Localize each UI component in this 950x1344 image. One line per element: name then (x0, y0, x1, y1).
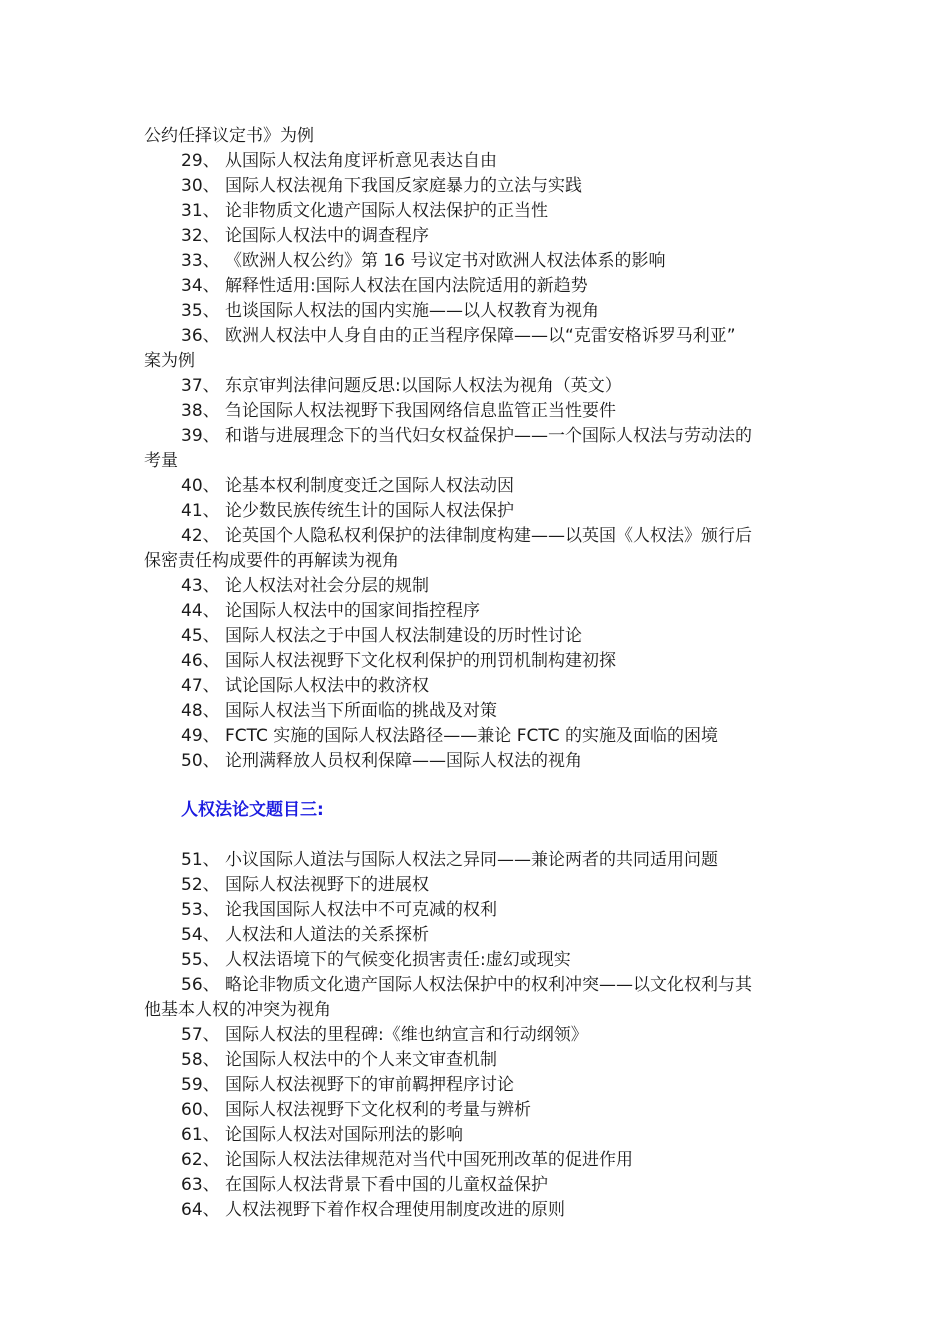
list-item (144, 1048, 814, 1073)
item-number: 59、 (181, 1075, 220, 1095)
list-item (144, 174, 814, 199)
list-item (144, 474, 814, 499)
list-item (144, 948, 814, 973)
item-number: 49、 (181, 726, 220, 746)
list-item (144, 1173, 814, 1198)
item-number: 43、 (181, 576, 220, 596)
list-item (144, 699, 814, 724)
list-item (144, 724, 814, 749)
item-title: FCTC 实施的国际人权法路径——兼论 FCTC 的实施及面临的困境 (225, 726, 719, 746)
item-number: 51、 (181, 850, 220, 870)
list-item (144, 199, 814, 224)
item-number: 40、 (181, 476, 220, 496)
list-item (144, 624, 814, 649)
list-item (144, 873, 814, 898)
list-item (144, 324, 814, 349)
item-title: 国际人权法的里程碑:《维也纳宣言和行动纲领》 (225, 1025, 588, 1045)
item-number: 36、 (181, 326, 220, 346)
item-title: 在国际人权法背景下看中国的儿童权益保护 (225, 1175, 548, 1195)
item-title: 从国际人权法角度评析意见表达自由 (225, 151, 497, 171)
item-title: 国际人权法当下所面临的挑战及对策 (225, 701, 497, 721)
item-title: 论我国国际人权法中不可克减的权利 (225, 900, 497, 920)
item-title-continuation: 考量 (144, 451, 178, 471)
item-title: 试论国际人权法中的救济权 (225, 676, 429, 696)
item-number: 58、 (181, 1050, 220, 1070)
item-title: 东京审判法律问题反思:以国际人权法为视角（英文） (225, 376, 622, 396)
item-title-continuation: 他基本人权的冲突为视角 (144, 1000, 331, 1020)
list-item (144, 973, 814, 998)
list-item (144, 649, 814, 674)
item-number: 33、 (181, 251, 220, 271)
item-number: 42、 (181, 526, 220, 546)
item-title: 论国际人权法中的国家间指控程序 (225, 601, 480, 621)
item-title: 解释性适用:国际人权法在国内法院适用的新趋势 (225, 276, 588, 296)
item-number: 45、 (181, 626, 220, 646)
list-item (144, 249, 814, 274)
item-number: 50、 (181, 751, 220, 771)
item-number: 34、 (181, 276, 220, 296)
item-title: 国际人权法之于中国人权法制建设的历时性讨论 (225, 626, 582, 646)
item-title-continuation: 保密责任构成要件的再解读为视角 (144, 551, 399, 571)
item-number: 53、 (181, 900, 220, 920)
item-title-continuation: 案为例 (144, 351, 195, 371)
item-title: 欧洲人权法中人身自由的正当程序保障——以“克雷安格诉罗马利亚” (225, 326, 736, 346)
item-title: 国际人权法视角下我国反家庭暴力的立法与实践 (225, 176, 582, 196)
list-item (144, 599, 814, 624)
section-heading: 人权法论文题目三: (181, 800, 324, 820)
item-title: 论英国个人隐私权利保护的法律制度构建——以英国《人权法》颁行后 (225, 526, 752, 546)
item-title: 论非物质文化遗产国际人权法保护的正当性 (225, 201, 548, 221)
list-item (144, 1198, 814, 1223)
list-item (144, 299, 814, 324)
item-number: 52、 (181, 875, 220, 895)
item-number: 55、 (181, 950, 220, 970)
item-title: 论人权法对社会分层的规制 (225, 576, 429, 596)
list-item (144, 499, 814, 524)
list-item (144, 923, 814, 948)
item-title: 国际人权法视野下文化权利保护的刑罚机制构建初探 (225, 651, 616, 671)
list-item (144, 848, 814, 873)
item-title: 人权法语境下的气候变化损害责任:虚幻或现实 (225, 950, 571, 970)
list-item (144, 374, 814, 399)
item-title: 论国际人权法中的调查程序 (225, 226, 429, 246)
item-number: 56、 (181, 975, 220, 995)
item-number: 61、 (181, 1125, 220, 1145)
item-number: 54、 (181, 925, 220, 945)
list-item (144, 674, 814, 699)
item-title: 小议国际人道法与国际人权法之异同——兼论两者的共同适用问题 (225, 850, 718, 870)
item-number: 48、 (181, 701, 220, 721)
item-number: 46、 (181, 651, 220, 671)
item-number: 30、 (181, 176, 220, 196)
list-item (144, 1123, 814, 1148)
item-number: 44、 (181, 601, 220, 621)
item-number: 47、 (181, 676, 220, 696)
item-title: 论刑满释放人员权利保障——国际人权法的视角 (225, 751, 582, 771)
list-item (144, 1073, 814, 1098)
item-number: 29、 (181, 151, 220, 171)
item-title: 论少数民族传统生计的国际人权法保护 (225, 501, 514, 521)
item-title: 论国际人权法法律规范对当代中国死刑改革的促进作用 (225, 1150, 633, 1170)
list-item (144, 749, 814, 774)
item-number: 37、 (181, 376, 220, 396)
item-title: 国际人权法视野下的进展权 (225, 875, 429, 895)
item-title: 《欧洲人权公约》第 16 号议定书对欧洲人权法体系的影响 (225, 251, 666, 271)
item-title: 论国际人权法对国际刑法的影响 (225, 1125, 463, 1145)
item-number: 35、 (181, 301, 220, 321)
item-number: 31、 (181, 201, 220, 221)
item-number: 32、 (181, 226, 220, 246)
item-title: 人权法和人道法的关系探析 (225, 925, 429, 945)
list-item (144, 424, 814, 449)
item-title: 也谈国际人权法的国内实施——以人权教育为视角 (225, 301, 599, 321)
list-item (144, 574, 814, 599)
list-item (144, 1098, 814, 1123)
list-item (144, 524, 814, 549)
item-title: 略论非物质文化遗产国际人权法保护中的权利冲突——以文化权利与其 (225, 975, 752, 995)
item-title: 刍论国际人权法视野下我国网络信息监管正当性要件 (225, 401, 616, 421)
item-number: 63、 (181, 1175, 220, 1195)
item-number: 60、 (181, 1100, 220, 1120)
item-title: 和谐与进展理念下的当代妇女权益保护——一个国际人权法与劳动法的 (225, 426, 752, 446)
item-title: 国际人权法视野下文化权利的考量与辨析 (225, 1100, 531, 1120)
item-title: 国际人权法视野下的审前羁押程序讨论 (225, 1075, 514, 1095)
list-item (144, 224, 814, 249)
item-number: 39、 (181, 426, 220, 446)
item-title: 论基本权利制度变迁之国际人权法动因 (225, 476, 514, 496)
topic-list-section-3 (144, 848, 814, 1223)
item-title: 论国际人权法中的个人来文审查机制 (225, 1050, 497, 1070)
item-number: 62、 (181, 1150, 220, 1170)
item-number: 64、 (181, 1200, 220, 1220)
topic-list-section-2 (144, 149, 814, 774)
continuation-line: 公约任择议定书》为例 (144, 126, 314, 146)
list-item (144, 274, 814, 299)
item-title: 人权法视野下着作权合理使用制度改进的原则 (225, 1200, 565, 1220)
list-item (144, 1148, 814, 1173)
list-item (144, 1023, 814, 1048)
list-item (144, 399, 814, 424)
list-item (144, 149, 814, 174)
list-item (144, 898, 814, 923)
item-number: 57、 (181, 1025, 220, 1045)
item-number: 38、 (181, 401, 220, 421)
document-content (144, 124, 814, 1223)
item-number: 41、 (181, 501, 220, 521)
